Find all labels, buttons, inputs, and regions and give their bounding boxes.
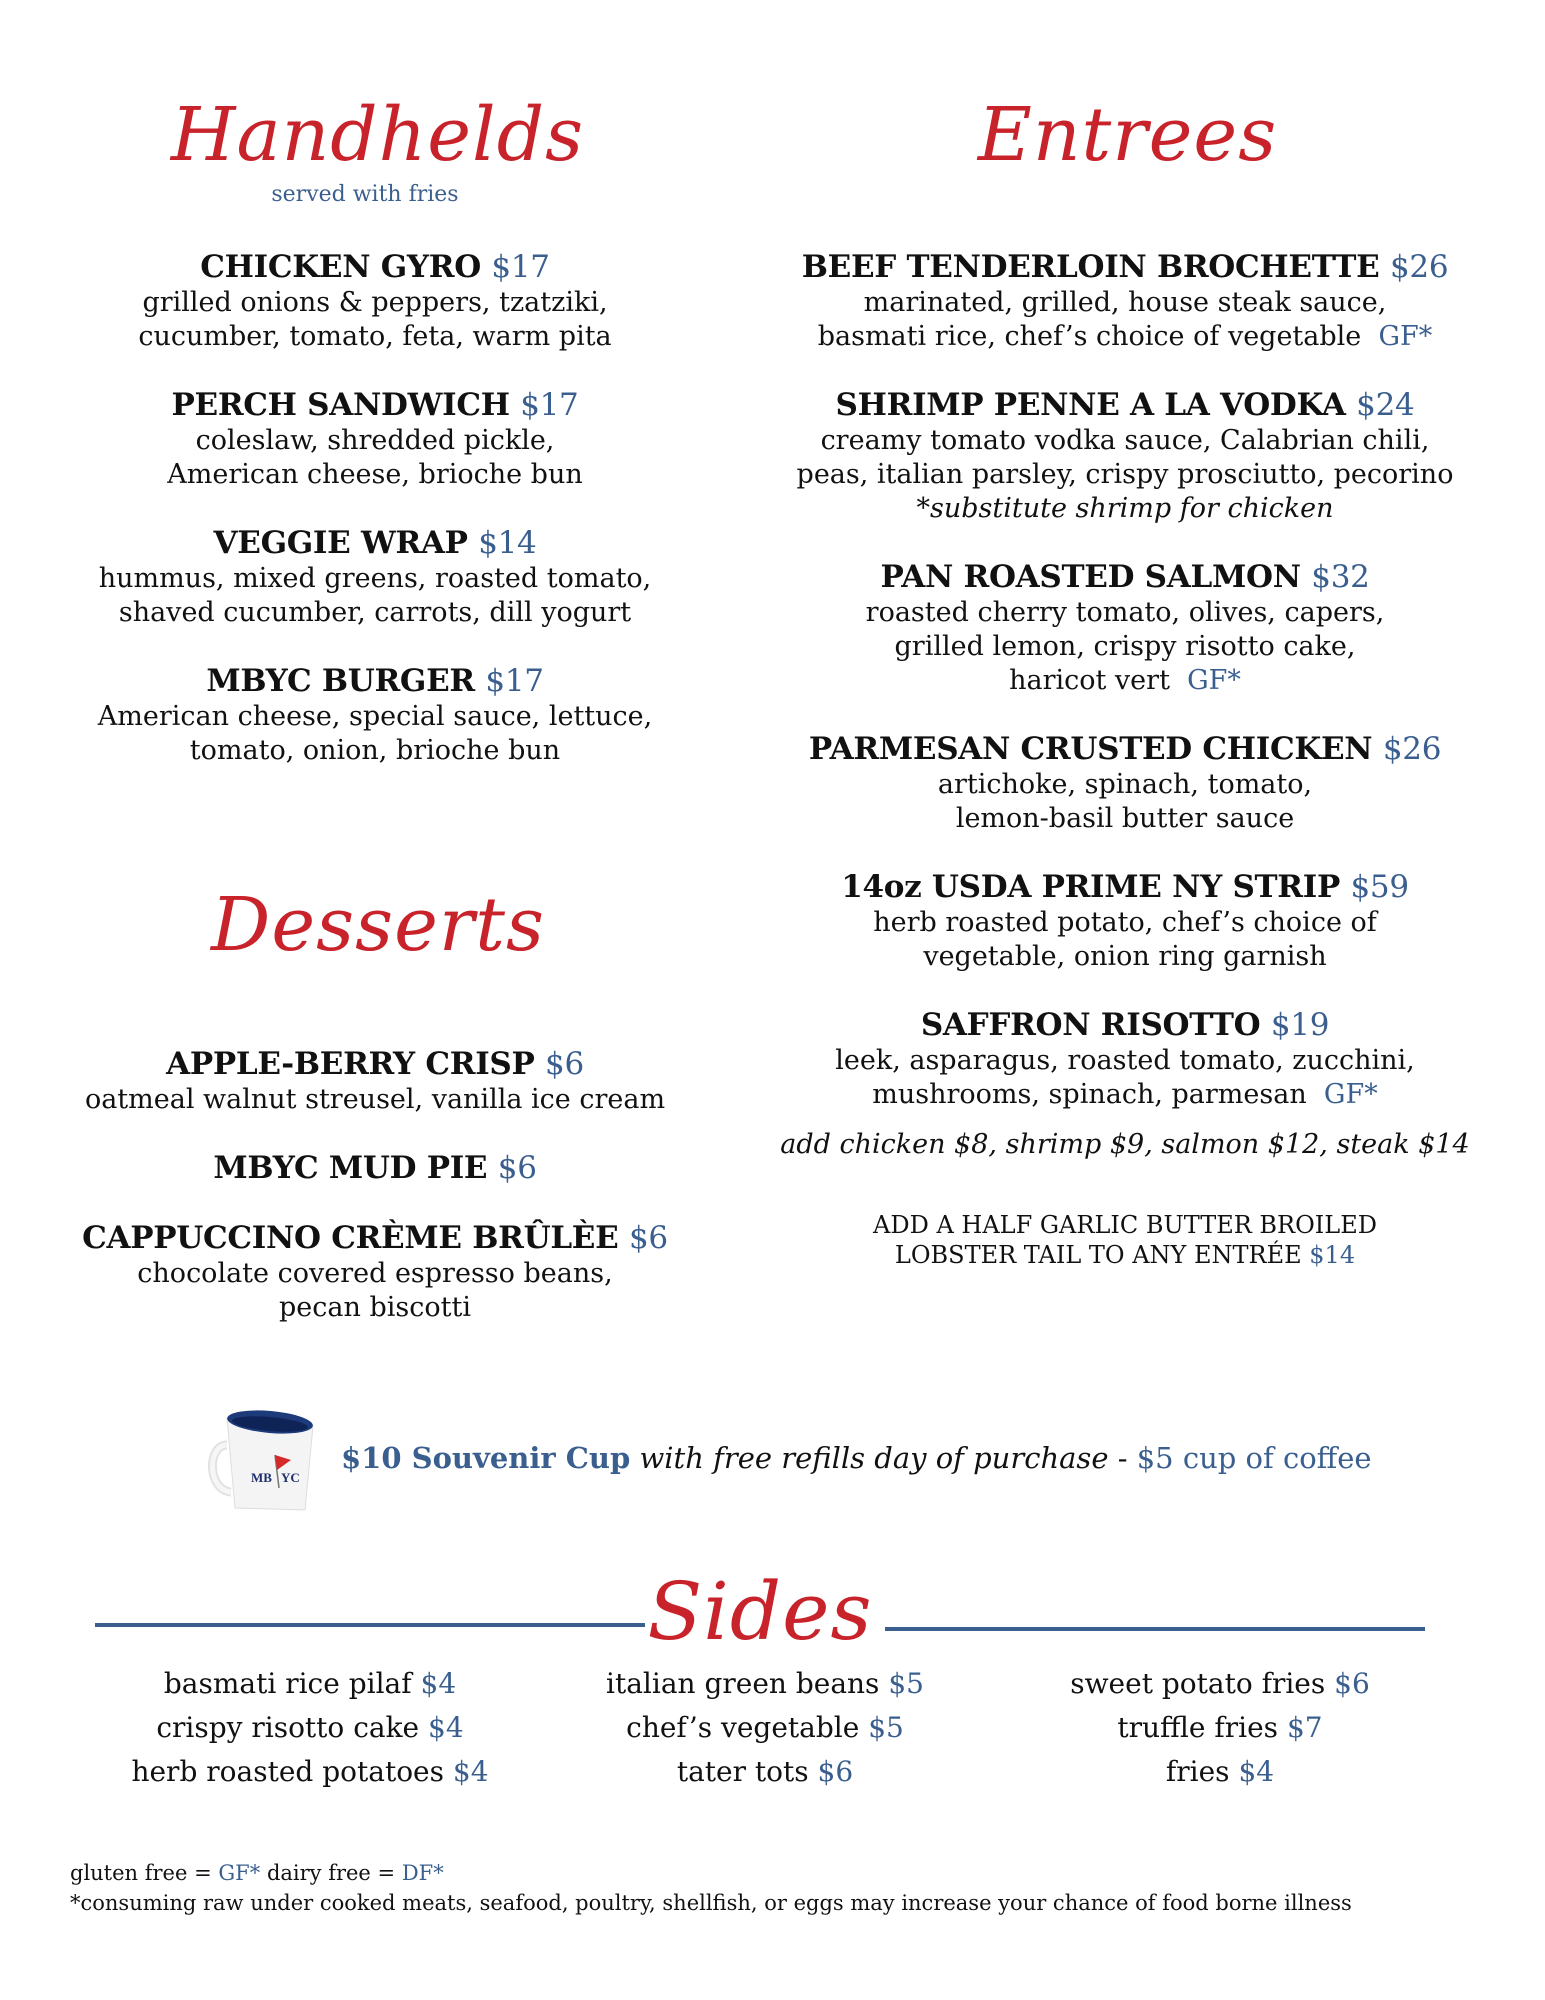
item-desc: hummus, mixed greens, roasted tomato, [98,563,652,594]
side-item: basmati rice pilaf $4 [163,1667,457,1700]
desserts-list [60,1045,690,1357]
item-desc: chocolate covered espresso beans, [137,1258,613,1289]
item-price: $6 [545,1046,584,1082]
side-price: $7 [1286,1711,1323,1744]
lobster-line-2: LOBSTER TAIL TO ANY ENTRÉE [894,1241,1302,1269]
handhelds-list [60,248,690,800]
item-desc: leek, asparagus, roasted tomato, zucchini, [835,1045,1415,1076]
dietary-legend: gluten free = GF* dairy free = DF* [70,1861,444,1885]
item-desc: peas, italian parsley, crispy prosciutto, pecorino [796,459,1454,490]
svg-text:MB: MB [251,1470,272,1485]
item-name: SAFFRON RISOTTO [920,1007,1261,1043]
item-name: APPLE-BERRY CRISP [166,1046,535,1082]
item-price: $6 [497,1150,537,1186]
separator: - [1117,1440,1128,1475]
gluten-free-tag: GF* [1187,665,1241,696]
item-name: PAN ROASTED SALMON [880,559,1301,595]
item-name: MBYC MUD PIE [213,1150,488,1186]
sides-column-1 [105,1662,515,1794]
item-price: $14 [478,525,537,561]
item-desc: coleslaw, shredded pickle, [195,425,555,456]
handhelds-subtitle: served with fries [271,182,459,207]
side-item: truffle fries $7 [1117,1711,1323,1744]
side-price: $5 [868,1711,904,1744]
menu-item [60,524,690,630]
item-desc: vegetable, onion ring garnish [923,941,1327,972]
item-name: 14oz USDA PRIME NY STRIP [841,869,1340,905]
gf-code: GF* [218,1861,261,1885]
item-price: $6 [628,1220,668,1256]
item-desc: herb roasted potato, chef’s choice of [873,907,1377,938]
menu-item [770,386,1480,526]
menu-item [770,868,1480,974]
menu-item [60,662,690,768]
item-desc: basmati rice, chef’s choice of vegetable [817,321,1362,352]
gluten-free-tag: GF* [1323,1079,1378,1110]
item-desc: lemon-basil butter sauce [955,803,1295,834]
item-desc: pecan biscotti [279,1292,471,1323]
item-desc: American cheese, brioche bun [167,459,583,490]
item-price: $17 [491,249,550,285]
sides-header [95,1565,1425,1675]
side-price: $4 [452,1755,489,1788]
side-price: $6 [1334,1667,1370,1700]
handhelds-title: Handhelds [170,92,585,178]
menu-item [60,1219,690,1325]
item-price: $17 [520,387,579,423]
item-desc: American cheese, special sauce, lettuce, [97,701,653,732]
side-item: herb roasted potatoes $4 [131,1755,489,1788]
item-desc: cucumber, tomato, feta, warm pita [138,321,612,352]
svg-text:YC: YC [281,1470,300,1485]
item-desc: tomato, onion, brioche bun [189,735,561,766]
souvenir-text [341,1441,1372,1475]
lobster-addon [770,1210,1480,1270]
item-note: *substitute shrimp for chicken [916,493,1334,524]
item-name: CHICKEN GYRO [200,249,481,285]
item-name: SHRIMP PENNE A LA VODKA [835,387,1346,423]
souvenir-detail: with free refills day of purchase [639,1440,1109,1475]
gluten-free-tag: GF* [1378,321,1433,352]
desserts-title: Desserts [211,882,545,968]
item-desc: oatmeal walnut streusel, vanilla ice cream [84,1084,666,1115]
item-name: PARMESAN CRUSTED CHICKEN [808,731,1373,767]
mug-icon [205,1400,323,1515]
menu-item [60,386,690,492]
item-name: MBYC BURGER [206,663,475,699]
mug-image [205,1400,323,1515]
side-item: crispy risotto cake $4 [156,1711,464,1744]
entrees-title: Entrees [977,92,1278,178]
divider-line [885,1627,1425,1631]
sides-column-3 [1015,1662,1425,1794]
side-price: $5 [888,1667,924,1700]
item-price: $59 [1350,869,1409,905]
item-price: $17 [485,663,544,699]
item-name: CAPPUCCINO CRÈME BRÛLÈE [82,1220,619,1256]
footer [70,1858,1352,1918]
menu-item [770,248,1480,354]
menu-item [60,1149,690,1187]
item-price: $32 [1311,559,1370,595]
item-desc: artichoke, spinach, tomato, [937,769,1313,800]
item-desc: grilled lemon, crispy risotto cake, [894,631,1356,662]
entrees-header [975,85,1280,185]
item-desc: creamy tomato vodka sauce, Calabrian chili, [820,425,1430,456]
menu-item [770,558,1480,698]
side-price: $4 [428,1711,464,1744]
side-item: italian green beans $5 [606,1667,924,1700]
item-price: $19 [1270,1007,1330,1043]
lobster-price: $14 [1309,1241,1356,1269]
df-code: DF* [401,1861,444,1885]
item-desc: marinated, grilled, house steak sauce, [863,287,1387,318]
item-price: $26 [1382,731,1442,767]
side-price: $4 [1238,1755,1275,1788]
side-item: tater tots $6 [676,1755,854,1788]
menu-item [770,730,1480,836]
side-item: sweet potato fries $6 [1070,1667,1370,1700]
sides-title: Sides [647,1565,873,1658]
desserts-header [198,875,558,975]
item-name: VEGGIE WRAP [213,525,468,561]
food-safety-disclaimer: *consuming raw under cooked meats, seafood, poultry, shellfish, or eggs may increase your chance of food borne illness [70,1891,1352,1915]
item-desc: mushrooms, spinach, parmesan [872,1079,1307,1110]
souvenir-cup-promo [205,1400,1372,1515]
side-price: $6 [817,1755,854,1788]
item-name: PERCH SANDWICH [171,387,510,423]
item-name: BEEF TENDERLOIN BROCHETTE [801,249,1380,285]
menu-item [60,248,690,354]
item-desc: haricot vert [1009,665,1170,696]
item-desc: shaved cucumber, carrots, dill yogurt [118,597,632,628]
protein-addons: add chicken $8, shrimp $9, salmon $12, steak $14 [780,1129,1470,1160]
souvenir-offer: $10 Souvenir Cup [341,1440,631,1475]
lobster-line-1: ADD A HALF GARLIC BUTTER BROILED [873,1211,1377,1239]
side-item: fries $4 [1165,1755,1275,1788]
side-price: $4 [420,1667,457,1700]
item-price: $26 [1389,249,1449,285]
handhelds-header [170,85,585,185]
item-price: $24 [1356,387,1415,423]
menu-item [60,1045,690,1117]
side-item: chef’s vegetable $5 [626,1711,904,1744]
menu-item [770,1006,1480,1112]
coffee-price: $5 cup of coffee [1136,1440,1372,1475]
entrees-list [770,248,1480,1270]
item-desc: grilled onions & peppers, tzatziki, [142,287,608,318]
sides-column-2 [560,1662,970,1794]
item-desc: roasted cherry tomato, olives, capers, [865,597,1385,628]
